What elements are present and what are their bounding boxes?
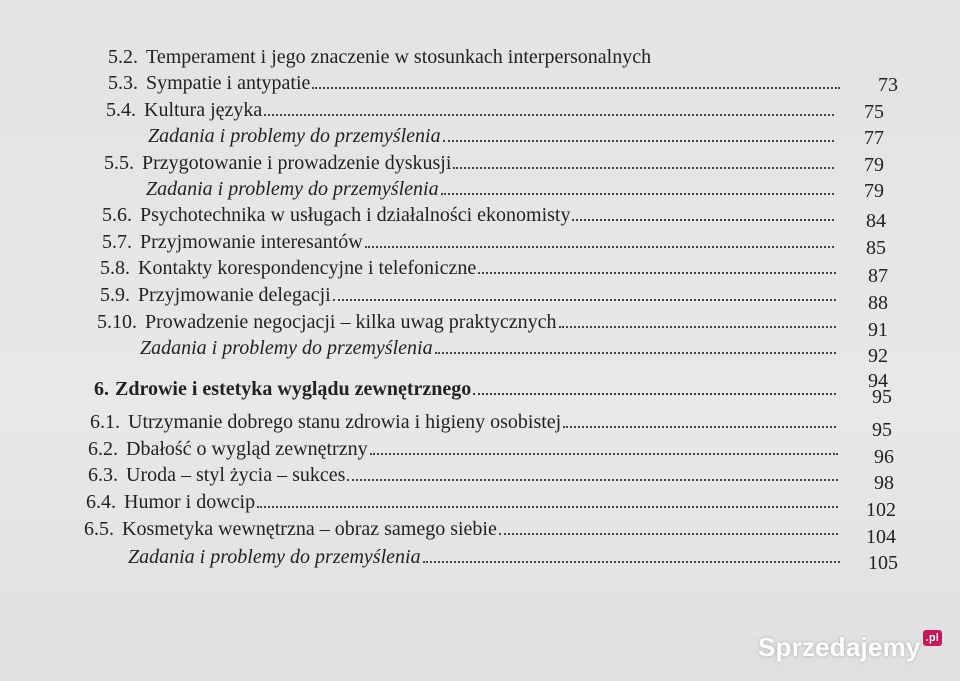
toc-page-number: 75 — [864, 101, 884, 123]
toc-entry-zadania-2 — [146, 172, 884, 200]
toc-page-number: 87 — [868, 265, 888, 287]
toc-page-number: 105 — [868, 552, 898, 574]
toc-page-number: 79 — [864, 154, 884, 176]
toc-entry-5-8 — [100, 251, 888, 287]
toc-number: 6. — [94, 378, 109, 400]
toc-page-number: 88 — [868, 292, 888, 314]
toc-title: Utrzymanie dobrego stanu zdrowia i higieny osobistej — [128, 411, 562, 433]
toc-number: 5.2. — [108, 46, 138, 68]
toc-title: Przyjmowanie delegacji — [138, 284, 331, 306]
toc-number: 5.9. — [100, 284, 130, 306]
toc-title: Uroda – styl życia – sukces — [126, 464, 346, 486]
dot-leader — [435, 352, 836, 354]
toc-entry-5-6 — [102, 198, 886, 232]
toc-page-number: 98 — [874, 472, 894, 494]
toc-page-number: 91 — [868, 319, 888, 341]
dot-leader — [441, 193, 834, 195]
toc-entry-6-3 — [88, 458, 894, 494]
toc-number: 5.6. — [102, 204, 132, 226]
toc-number: 5.8. — [100, 257, 130, 279]
dot-leader — [423, 561, 840, 563]
toc-page-number: 94 — [868, 370, 888, 392]
toc-number: 6.3. — [88, 464, 118, 486]
dot-leader — [473, 393, 836, 395]
dot-leader — [563, 426, 836, 428]
toc-entry-5-4 — [106, 93, 884, 121]
dot-leader — [499, 533, 838, 535]
toc-entry-5-5 — [104, 146, 884, 174]
toc-number: 6.2. — [88, 438, 118, 460]
toc-page-number: 95 — [872, 386, 892, 408]
toc-page-number: 96 — [874, 446, 894, 468]
toc-number: 6.1. — [90, 411, 120, 433]
toc-page-number: 77 — [864, 127, 884, 149]
toc-title: Zadania i problemy do przemyślenia — [148, 125, 441, 147]
toc-title: Przygotowanie i prowadzenie dyskusji — [142, 152, 452, 174]
toc-entry-5-10 — [97, 305, 888, 341]
dot-leader — [370, 453, 838, 455]
toc-number: 6.4. — [86, 491, 116, 513]
toc-title: Temperament i jego znaczenie w stosunkach interpersonalnych — [146, 46, 652, 68]
toc-entry-zadania-4 — [128, 540, 898, 574]
toc-number: 5.5. — [104, 152, 134, 174]
toc-page-number: 85 — [866, 237, 886, 259]
toc-title: Przyjmowanie interesantów — [140, 231, 363, 253]
toc-entry-6-1 — [90, 405, 892, 441]
dot-leader — [333, 299, 836, 301]
toc-page-number: 92 — [868, 345, 888, 367]
toc-title: Humor i dowcip — [124, 491, 256, 513]
watermark-text: Sprzedajemy — [757, 632, 921, 662]
toc-page-number: 104 — [866, 526, 896, 548]
toc-title: Dbałość o wygląd zewnętrzny — [126, 438, 368, 460]
toc-page-number: 79 — [864, 180, 884, 202]
toc-entry-6-5 — [84, 512, 896, 548]
toc-entry-6-4 — [86, 485, 896, 521]
toc-entry-5-2 — [108, 40, 748, 68]
toc-title: Kultura języka — [144, 99, 263, 121]
toc-page-number: 73 — [878, 74, 898, 96]
toc-page-number: 95 — [872, 419, 892, 441]
toc-title: Zadania i problemy do przemyślenia — [146, 178, 439, 200]
watermark-logo — [758, 632, 942, 663]
dot-leader — [453, 167, 834, 169]
toc-title: Psychotechnika w usługach i działalności ekonomisty — [140, 204, 571, 226]
dot-leader — [365, 246, 834, 248]
toc-entry-6-2 — [88, 432, 894, 468]
dot-leader — [312, 87, 840, 89]
toc-page-number: 84 — [866, 210, 886, 232]
toc-entry-5-7 — [102, 225, 886, 259]
dot-leader — [257, 506, 838, 508]
toc-title: Zdrowie i estetyka wyglądu zewnętrznego — [115, 378, 472, 400]
toc-title: Prowadzenie negocjacji – kilka uwag praktycznych — [145, 311, 557, 333]
dot-leader — [559, 326, 836, 328]
toc-entry-5-9 — [100, 278, 888, 314]
toc-title: Kosmetyka wewnętrzna – obraz samego siebie — [122, 518, 497, 540]
dot-leader — [443, 140, 834, 142]
toc-entry-zadania-3 — [140, 331, 888, 367]
toc-entry-zadania-1 — [148, 119, 884, 147]
toc-title: Sympatie i antypatie — [146, 72, 311, 94]
toc-number: 6.5. — [84, 518, 114, 540]
dot-leader — [347, 479, 838, 481]
toc-entry-5-3 — [108, 66, 898, 94]
toc-number: 5.7. — [102, 231, 132, 253]
toc-number: 5.3. — [108, 72, 138, 94]
dot-leader — [572, 219, 834, 221]
dot-leader — [478, 272, 836, 274]
toc-number: 5.4. — [106, 99, 136, 121]
toc-number: 5.10. — [97, 311, 137, 333]
dot-leader — [264, 114, 834, 116]
toc-page-number: 102 — [866, 499, 896, 521]
toc-title: Zadania i problemy do przemyślenia — [140, 337, 433, 359]
toc-title: Kontakty korespondencyjne i telefoniczne — [138, 257, 477, 279]
toc-entry-chapter-6 — [94, 372, 892, 408]
toc-title: Zadania i problemy do przemyślenia — [128, 546, 421, 568]
watermark-badge: .pl — [923, 630, 942, 646]
